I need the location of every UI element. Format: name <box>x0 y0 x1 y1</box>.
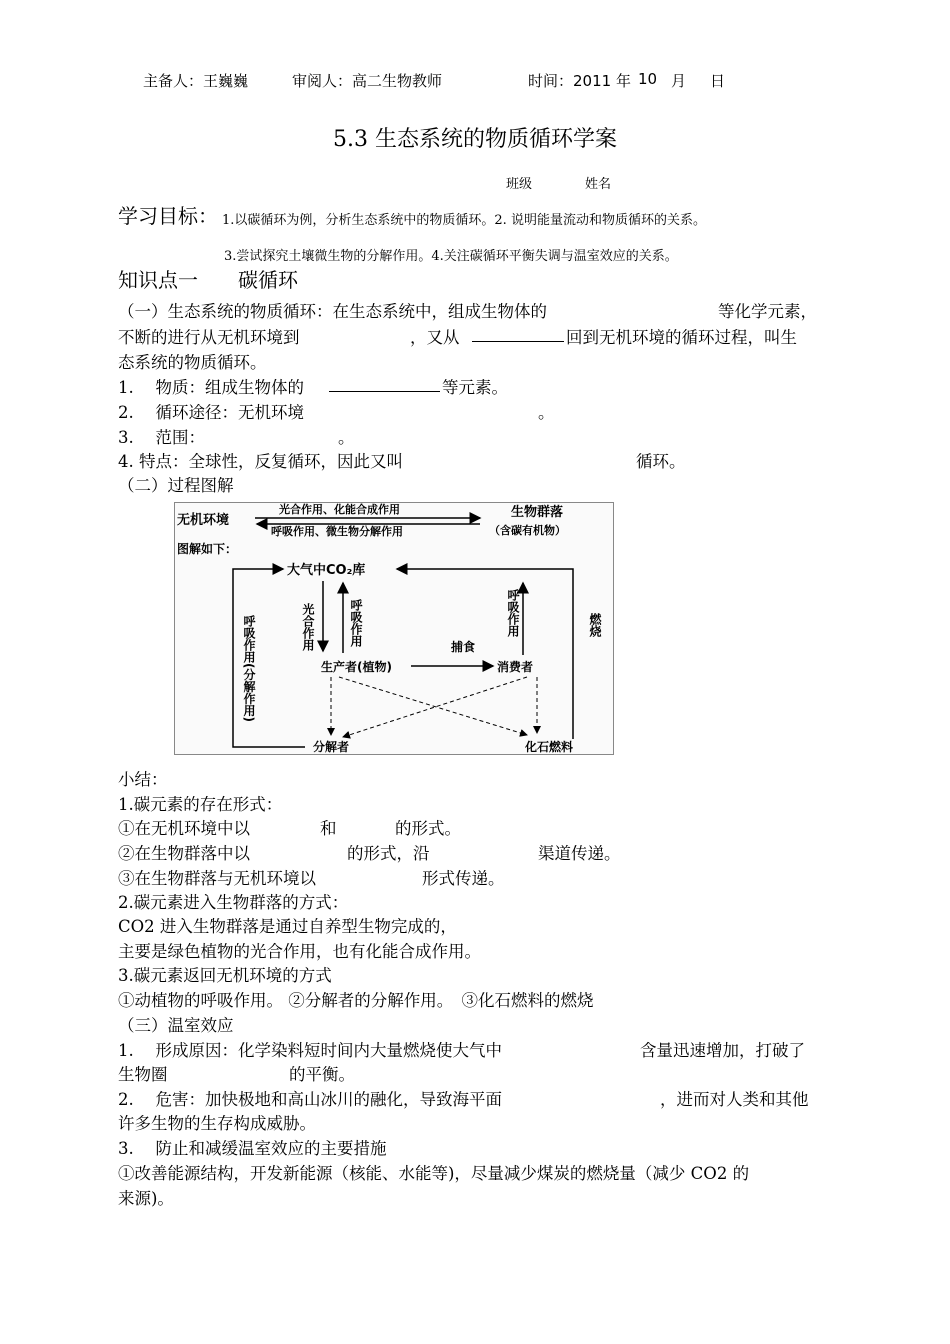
summary-s1a-1: ①在无机环境中以 <box>118 819 250 838</box>
burning-vertical: 燃烧 <box>588 613 602 637</box>
sec3-heading: （三）温室效应 <box>118 1016 234 1035</box>
time-label: 时间：2011 年 <box>528 72 631 90</box>
sec1-line2c: 回到无机环境的循环过程，叫生 <box>566 328 797 347</box>
summary-s1c-1: ③在生物群落与无机环境以 <box>118 869 316 888</box>
summary-s2a: CO2 进入生物群落是通过自养型生物完成的， <box>118 917 457 936</box>
preparer: 主备人：王巍巍 <box>143 72 249 90</box>
sec1-line1b: 等化学元素， <box>718 302 817 321</box>
summary-s1: 1.碳元素的存在形式： <box>118 795 283 814</box>
fossil-fuel-label: 化石燃料 <box>525 740 574 754</box>
day-unit: 日 <box>710 72 726 90</box>
decomposer-label: 分解者 <box>313 740 350 754</box>
sec1-item3a: 3. 范围： <box>118 428 205 447</box>
burning-arrow <box>397 569 573 739</box>
reviewer: 审阅人：高二生物教师 <box>292 72 443 90</box>
sec3-item2c: 许多生物的生存构成威胁。 <box>118 1114 316 1133</box>
name-label: 姓名 <box>585 177 612 192</box>
blank-line <box>329 376 440 392</box>
sec1-line1a: （一）生态系统的物质循环：在生态系统中，组成生物体的 <box>118 302 547 321</box>
class-label: 班级 <box>506 177 533 192</box>
co2-pool-label: 大气中CO₂库 <box>287 563 366 578</box>
summary-s1b-1: ②在生物群落中以 <box>118 844 250 863</box>
producer-label: 生产者(植物) <box>321 660 392 674</box>
predation-label: 捕食 <box>451 640 476 654</box>
decomposition-vertical: 呼吸作用(分解作用) <box>242 615 256 722</box>
kp1-heading-b: 碳循环 <box>238 268 298 292</box>
sec1-item4a: 4. 特点：全球性，反复循环，因此又叫 <box>118 452 403 471</box>
sec3-item3a: ①改善能源结构，开发新能源（核能、水能等)，尽量减少煤炭的燃烧量（减少 CO2 的 <box>118 1164 750 1183</box>
sec3-item1c: 生物圈 <box>118 1065 168 1084</box>
consumer-respiration-vertical: 呼吸作用 <box>506 589 520 637</box>
summary-s1b-3: 渠道传递。 <box>538 844 621 863</box>
goals-line-2: 3.尝试探究土壤微生物的分解作用。4.关注碳循环平衡失调与温室效应的关系。 <box>224 249 678 264</box>
producer-respiration-vertical: 呼吸作用 <box>349 599 363 647</box>
sec1-line3: 态系统的物质循环。 <box>118 353 267 372</box>
top-arrow-label: 光合作用、化能合成作用 <box>279 503 400 516</box>
sec1-item4b: 循环。 <box>636 452 686 471</box>
diagram-intro: 图解如下： <box>177 542 238 556</box>
sec3-item2a: 2. 危害：加快极地和高山冰川的融化，导致海平面 <box>118 1090 502 1109</box>
sec3-item3b: 来源)。 <box>118 1189 174 1208</box>
abiotic-label: 无机环境 <box>177 513 230 528</box>
summary-s3: 3.碳元素返回无机环境的方式 <box>118 966 332 985</box>
summary-s1c-2: 形式传递。 <box>422 869 505 888</box>
month-unit: 月 <box>671 72 687 90</box>
summary-s2b: 主要是绿色植物的光合作用，也有化能合成作用。 <box>118 942 481 961</box>
sec1-item2a: 2. 循环途径：无机环境 <box>118 403 304 422</box>
sec1-item1a: 1. 物质：组成生物体的 <box>118 378 304 397</box>
goals-label: 学习目标： <box>118 204 218 228</box>
sec1-line2a: 不断的进行从无机环境到 <box>118 328 300 347</box>
community-label: 生物群落 <box>511 505 564 520</box>
summary-s1a-2: 和 <box>320 819 337 838</box>
kp1-heading-a: 知识点一 <box>118 268 198 292</box>
sec1-item3b: 。 <box>338 428 355 447</box>
sec2-heading: （二）过程图解 <box>118 476 234 495</box>
carbon-cycle-diagram <box>174 502 614 755</box>
sec3-item1b: 含量迅速增加，打破了 <box>640 1041 805 1060</box>
page-title: 5.3 生态系统的物质循环学案 <box>333 127 617 152</box>
sec3-item1d: 的平衡。 <box>289 1065 355 1084</box>
consumer-label: 消费者 <box>497 660 534 674</box>
photosynthesis-vertical: 光合作用 <box>301 603 315 651</box>
month: 10 <box>638 70 658 88</box>
bottom-arrow-label: 呼吸作用、微生物分解作用 <box>271 525 403 538</box>
blank-line <box>472 326 564 342</box>
summary-label: 小结： <box>118 770 168 789</box>
sec1-item1b: 等元素。 <box>442 378 508 397</box>
goals-line-1: 1.以碳循环为例，分析生态系统中的物质循环。2. 说明能量流动和物质循环的关系。 <box>222 213 706 228</box>
community-note: （含碳有机物） <box>489 524 566 537</box>
sec3-item3: 3. 防止和减缓温室效应的主要措施 <box>118 1139 387 1158</box>
sec1-item2b: 。 <box>538 403 555 422</box>
sec1-line2b: ，又从 <box>410 328 460 347</box>
summary-s2: 2.碳元素进入生物群落的方式： <box>118 893 349 912</box>
summary-s1b-2: 的形式，沿 <box>347 844 430 863</box>
summary-s1a-3: 的形式。 <box>395 819 461 838</box>
summary-s3a: ①动植物的呼吸作用。 ②分解者的分解作用。 ③化石燃料的燃烧 <box>118 991 594 1010</box>
sec3-item2b: ，进而对人类和其他 <box>660 1090 809 1109</box>
sec3-item1a: 1. 形成原因：化学染料短时间内大量燃烧使大气中 <box>118 1041 502 1060</box>
vertical-labels <box>242 588 602 722</box>
